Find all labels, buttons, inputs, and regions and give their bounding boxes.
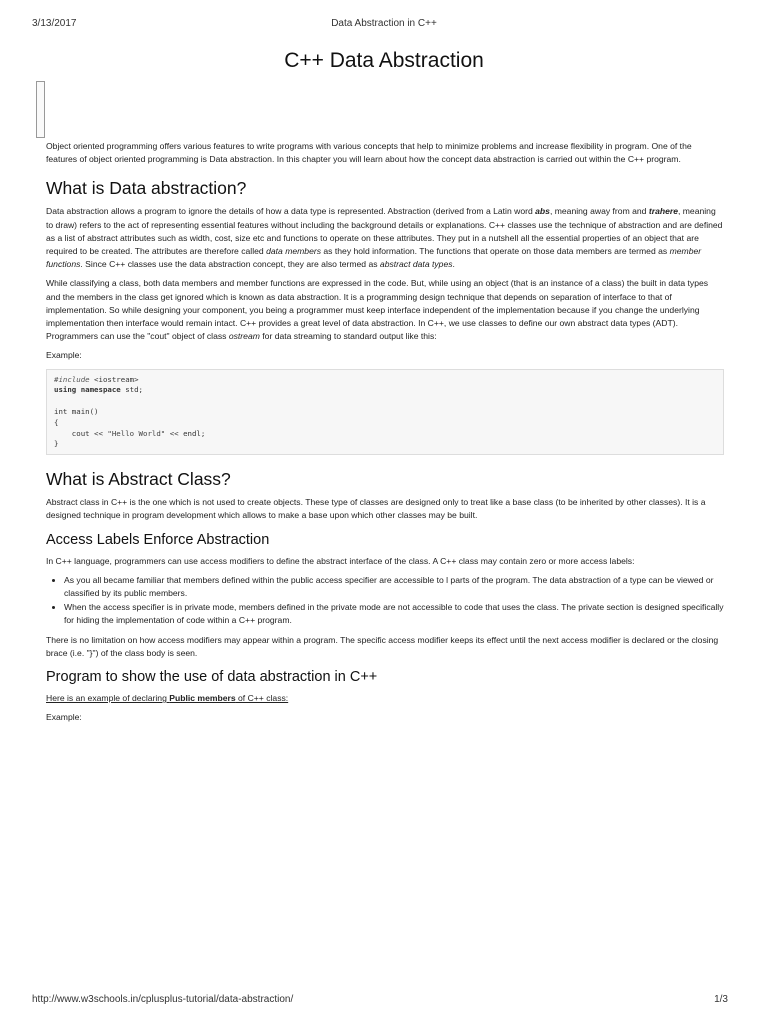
print-page-title: Data Abstraction in C++ [331, 18, 437, 29]
access-modifiers-paragraph: There is no limitation on how access modifiers may appear within a program. The specific access modifier keeps its effect until the next access modifier is declared or the closing brace (i.e. "}") of the class body is seen. [46, 634, 719, 658]
list-item: • As you all became familiar that members defined within the public access specifier are accessible to l parts of the program. The data abstraction of a type can be viewed or classified by its public members. [64, 574, 724, 600]
example-label: Example: [46, 350, 82, 361]
heading-program-data-abstraction: Program to show the use of data abstraction in C++ [46, 669, 378, 686]
article-content [46, 140, 724, 730]
heading-what-is-data-abstraction: What is Data abstraction? [46, 178, 247, 199]
code-example-hello-world: #include <iostream> using namespace std; int main() { cout << "Hello World" << endl; } [46, 369, 724, 456]
data-abstraction-paragraph-1: Data abstraction allows a program to ignore the details of how a data type is represented. Abstraction (derived from a Latin word abs, meaning away from and trahere, meaning to draw) refers to the act of representing essential features without including the background details or explanations. C++ classes use the technique of abstraction and are defined as a list of abstract attributes such as width, cost, size etc and functions to operate on these attributes. They put in a nutshell all the essential properties of an object that are required to be created. The attributes are therefore called data members as they hold information. The functions that operate on those data members are termed as member functions. Since C++ classes use the data abstraction concept, they are also termed as abstract data types. [46, 206, 723, 270]
print-header [32, 18, 736, 32]
page-title: C++ Data Abstraction [284, 49, 484, 72]
access-labels-paragraph: In C++ language, programmers can use access modifiers to define the abstract interface of the class. A C++ class may contain zero or more access labels: [46, 555, 635, 566]
broken-image-icon [36, 81, 45, 138]
access-labels-list [46, 574, 724, 628]
print-url: http://www.w3schools.in/cplusplus-tutorial/data-abstraction/ [32, 994, 294, 1005]
heading-access-labels: Access Labels Enforce Abstraction [46, 531, 270, 548]
page-number: 1/3 [714, 994, 728, 1005]
example-label-2: Example: [46, 712, 82, 723]
heading-what-is-abstract-class: What is Abstract Class? [46, 469, 231, 490]
intro-paragraph: Object oriented programming offers various features to write programs with various concepts that help to minimize problems and increase flexibility in program. One of the features of object oriented programming is Data abstraction. In this chapter you will learn about how the concept data abstraction is carried out within the C++ program. [46, 141, 692, 165]
abstract-class-paragraph: Abstract class in C++ is the one which is not used to create objects. These type of classes are designed only to treat like a base class (to be inherited by other classes). It is a designed technique in program development which allows to make a base upon which other classes may be built. [46, 497, 706, 521]
list-item: • When the access specifier is in private mode, members defined in the private mode are not accessible to code that uses the class. The private section is designed specifically for hiding the implementation of code within a C++ program. [64, 601, 724, 627]
data-abstraction-paragraph-2: While classifying a class, both data members and member functions are expressed in the code. But, while using an object (that is an instance of a class) the built in data types and the members in the class get ignored which is known as data abstraction. It is a programming design technique that depends on separation of interface to that of implementation. So while designing your component, you being a programmer must keep interface independent of the implementation because if you change the underlying implementation then interface would remain intact. C++ provides a great level of data abstraction. In C++, we use classes to define our own abstract data types (ADT). Programmers can use the "cout" object of class ostream for data streaming to standard output like this: [46, 278, 709, 342]
print-date: 3/13/2017 [32, 18, 77, 29]
public-members-link[interactable]: Here is an example of declaring Public members of C++ class: [46, 693, 289, 704]
